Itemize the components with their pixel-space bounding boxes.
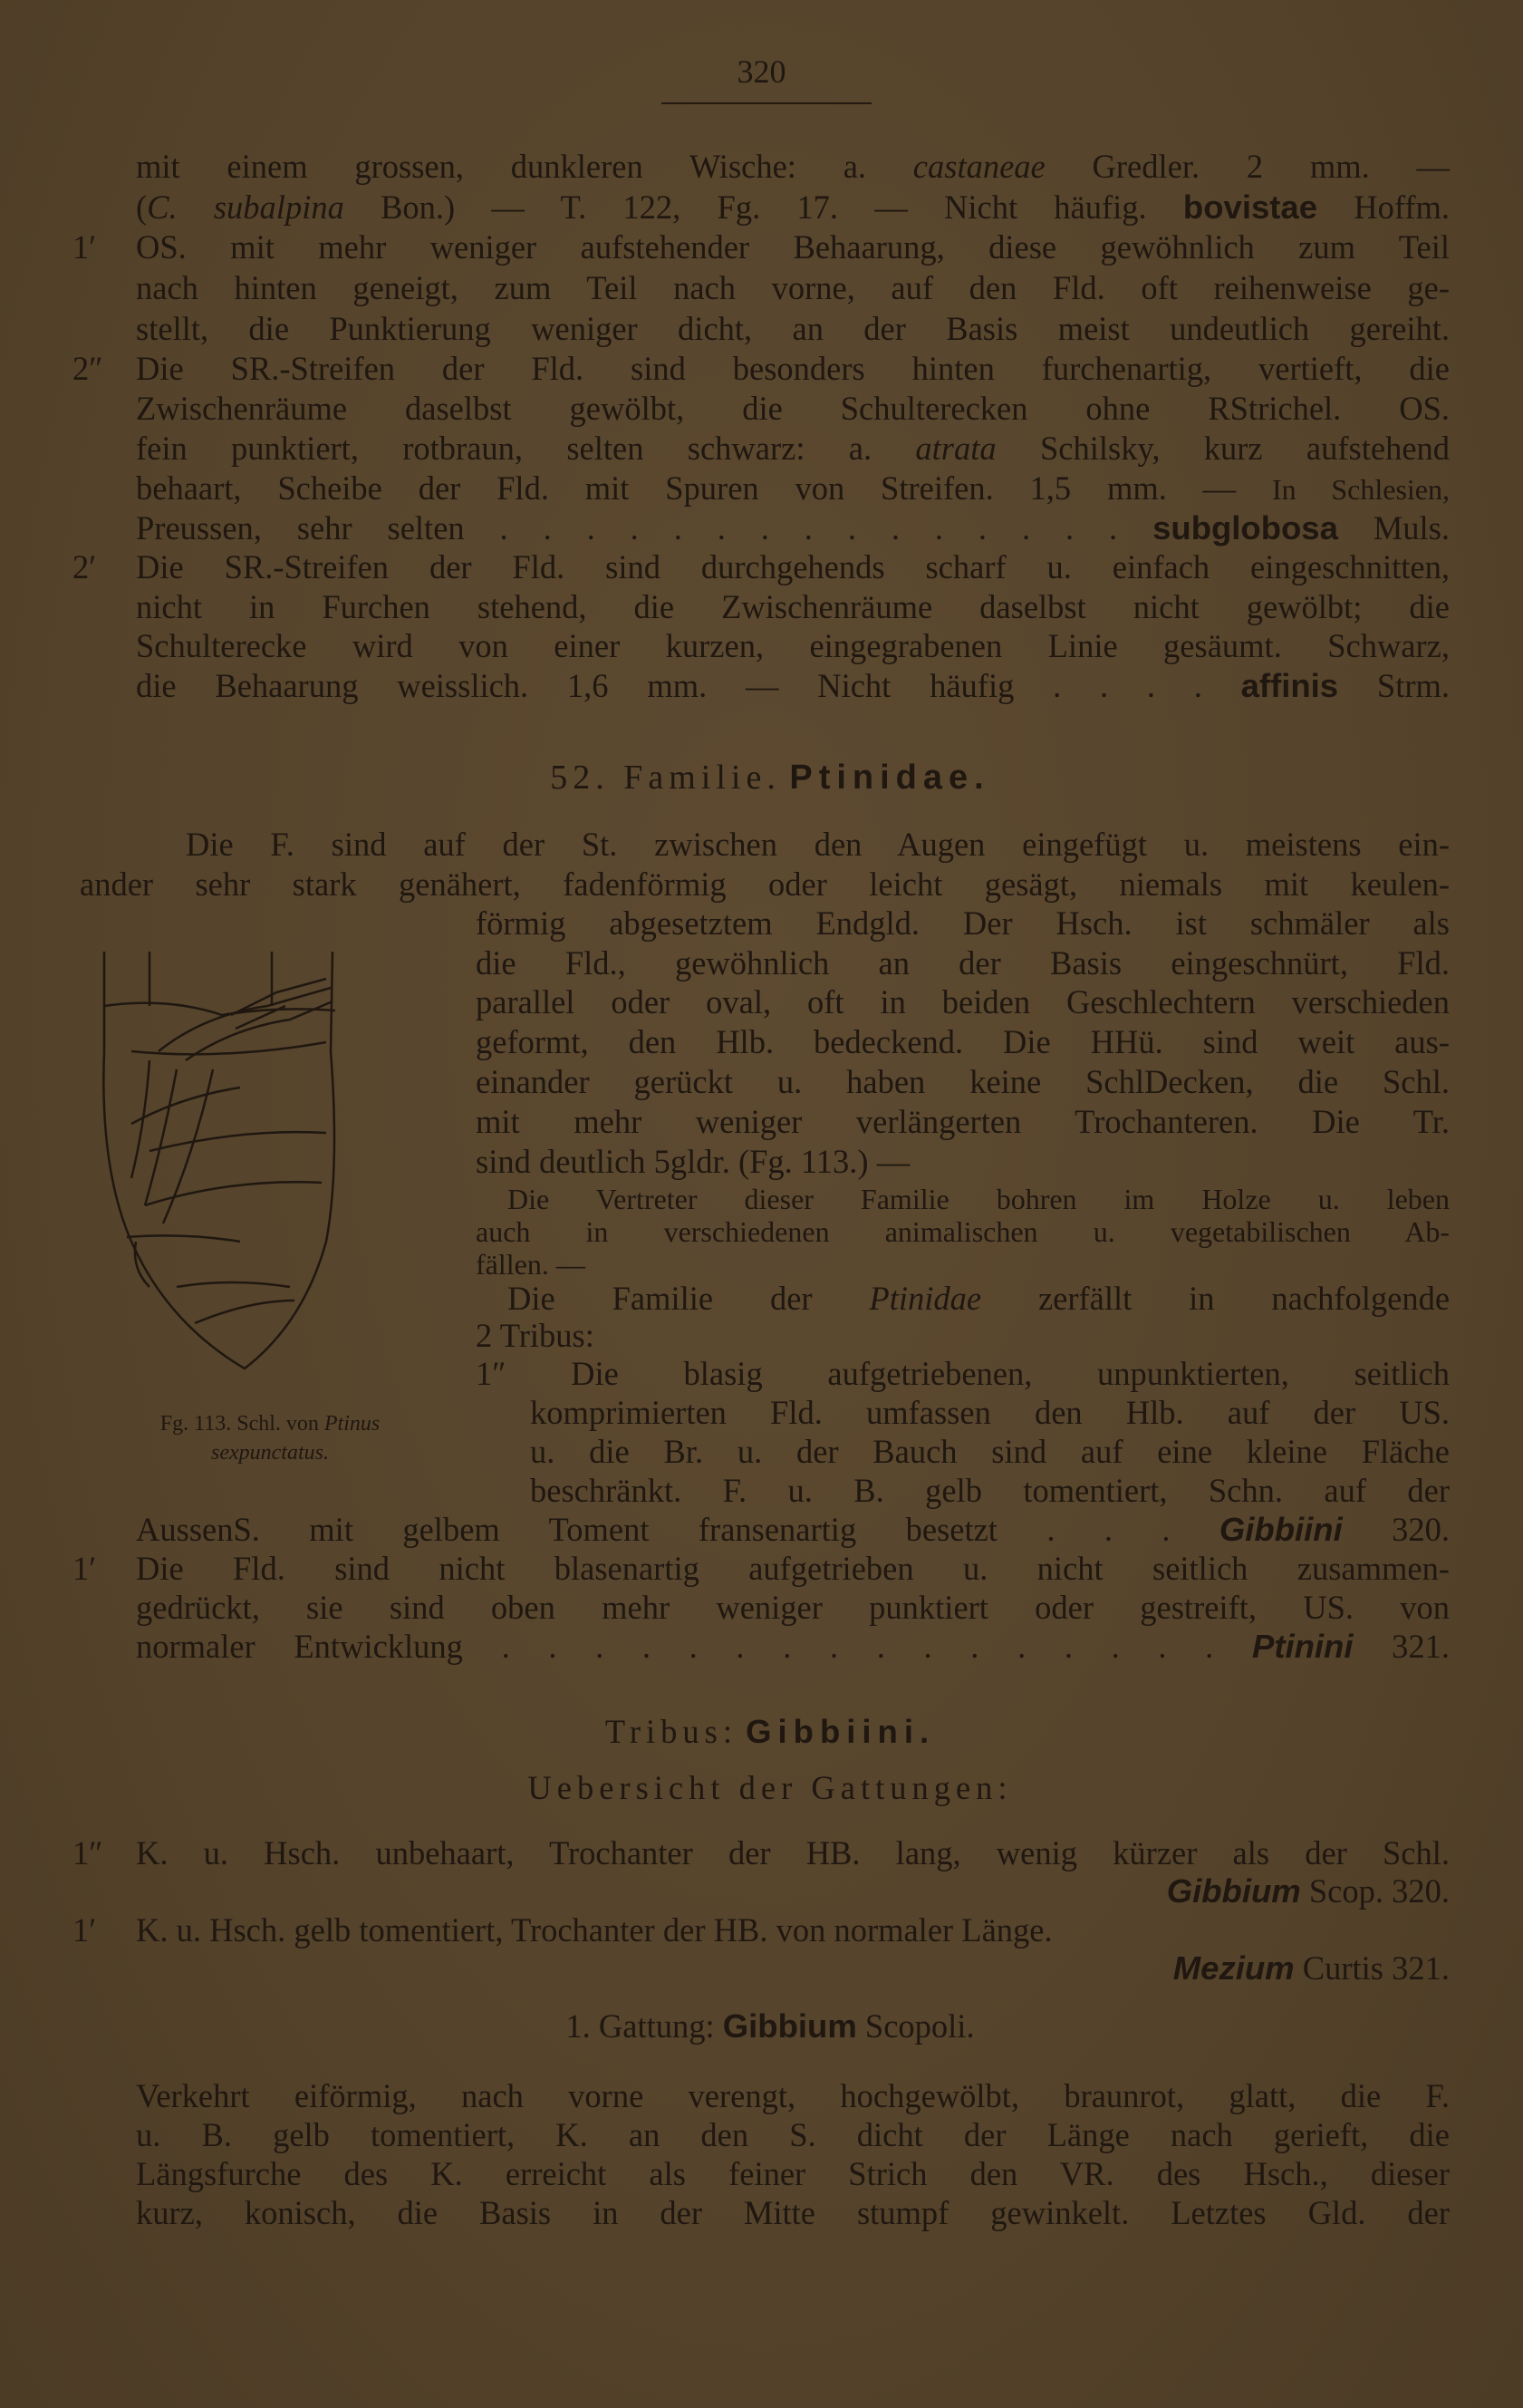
text-line: Mezium Curtis 321. xyxy=(1172,1949,1450,1987)
text-line: Die Vertreter dieser Familie bohren im Holze u. leben xyxy=(507,1183,1450,1215)
text-line: behaart, Scheibe der Fld. mit Spuren von Streifen. 1,5 mm. — In Schlesien, xyxy=(136,469,1451,507)
text-line: u. B. gelb tomentiert, K. an den S. dicht der Länge nach gerieft, die xyxy=(136,2116,1450,2153)
shaft-line-7 xyxy=(127,1235,240,1242)
text-line: Die Familie der Ptinidae zerfällt in nachfolgende xyxy=(507,1280,1451,1317)
text-line: auch in verschiedenen animalischen u. vegetabilischen Ab- xyxy=(476,1215,1450,1248)
key-marker: 1′ xyxy=(72,1550,97,1587)
text-line: komprimierten Fld. umfassen den Hlb. auf der US. xyxy=(530,1394,1450,1431)
shaft-line-5 xyxy=(149,1132,326,1151)
text-line: die Fld., gewöhnlich an der Basis eingeschnürt, Fld. xyxy=(476,944,1450,982)
text-line: ander sehr stark genähert, fadenförmig oder leicht gesägt, niemals mit keulen- xyxy=(80,866,1450,903)
key-marker: 1′ xyxy=(72,228,97,266)
text-line: Gibbium Scop. 320. xyxy=(1166,1872,1450,1910)
text-line: stellt, die Punktierung weniger dicht, an der Basis meist undeutlich gereiht. xyxy=(136,310,1450,347)
text-line: Zwischenräume daselbst gewölbt, die Schulterecken ohne RStrichel. OS. xyxy=(136,390,1450,427)
text-line: mit einem grossen, dunkleren Wische: a. castaneae Gredler. 2 mm. — xyxy=(136,148,1451,185)
text-line: mit mehr weniger verlängerten Trochanteren. Die Tr. xyxy=(476,1103,1450,1140)
text-line: einander gerückt u. haben keine SchlDecken, die Schl. xyxy=(476,1063,1450,1100)
text-line: nach hinten geneigt, zum Teil nach vorne, auf den Fld. oft reihenweise ge- xyxy=(136,269,1450,306)
text-line: fein punktiert, rotbraun, selten schwarz: a. atrata Schilsky, kurz aufstehend xyxy=(136,430,1451,467)
text-line: normaler Entwicklung . . . . . . . . . . . . . . . . Ptinini 321. xyxy=(136,1628,1451,1665)
text-line: u. die Br. u. der Bauch sind auf eine kleine Fläche xyxy=(530,1433,1450,1470)
text-line: Die Fld. sind nicht blasenartig aufgetrieben u. nicht seitlich zusammen- xyxy=(136,1550,1450,1587)
key-marker: 2′ xyxy=(72,548,97,585)
text-line: kurz, konisch, die Basis in der Mitte stumpf gewinkelt. Letztes Gld. der xyxy=(136,2194,1450,2231)
figure-113-leg-drawing xyxy=(95,943,430,1396)
text-line: förmig abgesetztem Endgld. Der Hsch. ist schmäler als xyxy=(476,904,1450,942)
trochanter-line xyxy=(104,1003,335,1015)
trochanter-curve xyxy=(159,988,331,1051)
key-marker: 2″ xyxy=(72,350,103,387)
page-number-rule xyxy=(661,102,872,104)
key-marker: 1″ xyxy=(72,1834,103,1871)
key-marker: 1′ xyxy=(72,1911,97,1949)
text-line: beschränkt. F. u. B. gelb tomentiert, Schn. auf der xyxy=(530,1472,1450,1509)
text-line: 1″ Die blasig aufgetriebenen, unpunktierten, seitlich xyxy=(476,1355,1450,1392)
text-line: gedrückt, sie sind oben mehr weniger punktiert oder gestreift, US. von xyxy=(136,1589,1450,1626)
text-line: die Behaarung weisslich. 1,6 mm. — Nicht häufig . . . . affinis Strm. xyxy=(136,667,1451,704)
text-line: Längsfurche des K. erreicht als feiner Strich den VR. des Hsch., dieser xyxy=(136,2155,1450,2192)
text-line: Die SR.-Streifen der Fld. sind durchgehends scharf u. einfach eingeschnitten, xyxy=(136,548,1450,585)
figure-113-caption: Fg. 113. Schl. von Ptinus sexpunctatus. xyxy=(159,1412,381,1465)
text-line: Die SR.-Streifen der Fld. sind besonders hinten furchenartig, vertieft, die xyxy=(136,350,1450,387)
text-line: K. u. Hsch. gelb tomentiert, Trochanter der HB. von normaler Länge. xyxy=(136,1911,1053,1949)
tribus-heading: Tribus: Gibbiini. xyxy=(604,1713,936,1750)
text-line: geformt, den Hlb. bedeckend. Die HHü. sind weit aus- xyxy=(476,1023,1450,1060)
genera-overview-heading: Uebersicht der Gattungen: xyxy=(527,1769,1013,1806)
text-line: Schulterecke wird von einer kurzen, eingegrabenen Linie gesäumt. Schwarz, xyxy=(136,627,1450,664)
page-number: 320 xyxy=(737,53,786,90)
text-line: Preussen, sehr selten . . . . . . . . . . . . . . . subglobosa Muls. xyxy=(136,509,1451,546)
text-line: AussenS. mit gelbem Toment fransenartig besetzt . . . Gibbiini 320. xyxy=(136,1511,1451,1548)
family-heading: 52. Familie. Ptinidae. xyxy=(550,759,990,797)
text-line: sind deutlich 5gldr. (Fg. 113.) — xyxy=(476,1143,911,1180)
shaft-line-8 xyxy=(177,1282,290,1287)
text-line: Verkehrt eiförmig, nach vorne verengt, hochgewölbt, braunrot, glatt, die F. xyxy=(136,2077,1450,2114)
text-line: 2 Tribus: xyxy=(476,1317,594,1354)
shaft-line-1 xyxy=(131,1088,240,1124)
shaft-line-3 xyxy=(145,1069,177,1205)
text-line: OS. mit mehr weniger aufstehender Behaarung, diese gewöhnlich zum Teil xyxy=(136,228,1450,266)
text-line: fällen. — xyxy=(476,1248,585,1281)
text-line: K. u. Hsch. unbehaart, Trochanter der HB. lang, wenig kürzer als der Schl. xyxy=(136,1834,1450,1871)
text-line: parallel oder oval, oft in beiden Geschlechtern verschieden xyxy=(476,983,1450,1020)
text-line: nicht in Furchen stehend, die Zwischenräume daselbst nicht gewölbt; die xyxy=(136,588,1450,625)
text-line: (C. subalpina Bon.) — T. 122, Fg. 17. — Nicht häufig. bovistae Hoffm. xyxy=(136,189,1451,226)
genus-heading: 1. Gattung: Gibbium Scopoli. xyxy=(565,2007,975,2045)
shaft-line-9 xyxy=(195,1301,294,1323)
text-line: Die F. sind auf der St. zwischen den Augen eingefügt u. meistens ein- xyxy=(186,826,1450,863)
